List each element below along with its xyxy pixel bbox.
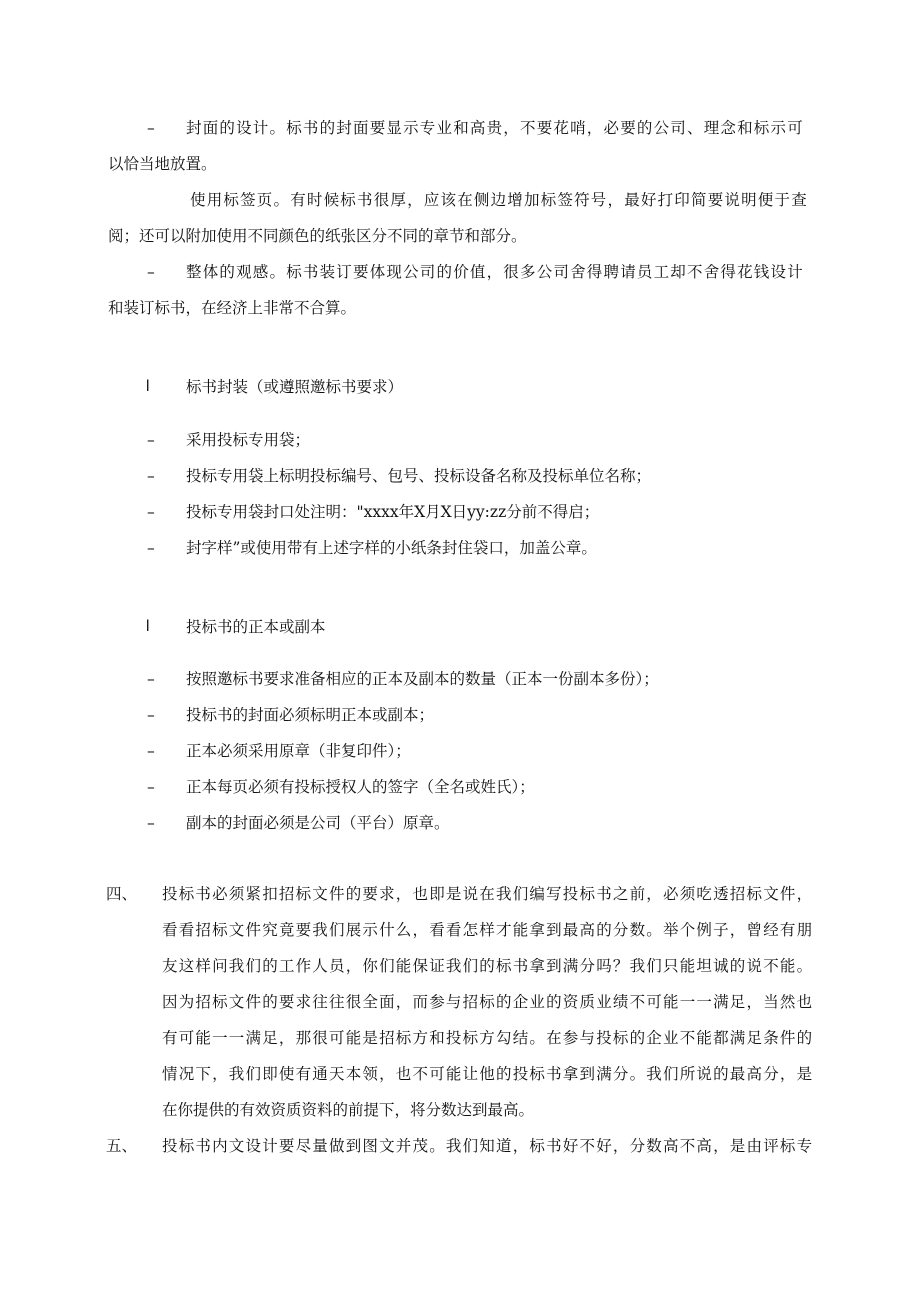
section-heading: 投标书的正本或副本 [186, 618, 326, 636]
list-dash: – [147, 431, 155, 449]
paragraph-line: 和装订标书，在经济上非常不合算。 [108, 299, 357, 317]
list-item: 投标专用袋封口处注明："xxxx年X月X日yy:zz分前不得启； [186, 503, 600, 521]
list-item: 正本必须采用原章（非复印件）； [186, 742, 411, 760]
list-item: 投标专用袋上标明投标编号、包号、投标设备名称及投标单位名称； [186, 467, 652, 485]
list-dash: – [147, 706, 155, 724]
list-dash: – [147, 539, 155, 557]
list-dash: – [147, 119, 155, 137]
bullet-marker: l [146, 378, 150, 395]
paragraph-line: 使用标签页。有时候标书很厚，应该在侧边增加标签符号，最好打印简要说明便于查 [190, 191, 808, 209]
paragraph-line: 阅；还可以附加使用不同颜色的纸张区分不同的章节和部分。 [108, 227, 527, 245]
paragraph-line: 封面的设计。标书的封面要显示专业和高贵，不要花哨，必要的公司、理念和标示可 [186, 119, 804, 137]
list-item: 封字样”或使用带有上述字样的小纸条封住袋口，加盖公章。 [186, 539, 597, 557]
list-item: 投标书的封面必须标明正本或副本； [186, 706, 435, 724]
paragraph-line: 情况下，我们即使有通天本领，也不可能让他的投标书拿到满分。我们所说的最高分，是 [162, 1065, 814, 1083]
list-dash: – [147, 742, 155, 760]
list-dash: – [147, 263, 155, 281]
list-item: 正本每页必须有投标授权人的签字（全名或姓氏）； [186, 778, 535, 796]
paragraph-line: 以恰当地放置。 [108, 155, 217, 173]
section-number: 四、 [106, 885, 138, 903]
section-number: 五、 [106, 1137, 138, 1155]
list-dash: – [147, 467, 155, 485]
paragraph-line: 投标书必须紧扣招标文件的要求，也即是说在我们编写投标书之前，必须吃透招标文件， [162, 885, 814, 903]
list-item: 按照邀标书要求准备相应的正本及副本的数量（正本一份副本多份）； [186, 670, 659, 688]
paragraph-line: 投标书内文设计要尽量做到图文并茂。我们知道，标书好不好，分数高不高，是由评标专 [162, 1137, 814, 1155]
list-dash: – [147, 814, 155, 832]
paragraph-line: 有可能一一满足，那很可能是招标方和投标方勾结。在参与投标的企业不能都满足条件的 [162, 1029, 814, 1047]
section-heading: 标书封装（或遵照邀标书要求） [186, 378, 404, 396]
paragraph-line: 因为招标文件的要求往往很全面，而参与招标的企业的资质业绩不可能一一满足，当然也 [162, 993, 814, 1011]
list-dash: – [147, 503, 155, 521]
paragraph-line: 整体的观感。标书装订要体现公司的价值，很多公司舍得聘请员工却不舍得花钱设计 [186, 263, 804, 281]
bullet-marker: l [146, 618, 150, 635]
paragraph-line: 在你提供的有效资质资料的前提下，将分数达到最高。 [162, 1101, 535, 1119]
paragraph-line: 看看招标文件究竟要我们展示什么，看看怎样才能拿到最高的分数。举个例子，曾经有朋 [162, 921, 814, 939]
paragraph-line: 友这样问我们的工作人员，你们能保证我们的标书拿到满分吗？我们只能坦诚的说不能。 [162, 957, 814, 975]
list-item: 副本的封面必须是公司（平台）原章。 [186, 814, 450, 832]
list-dash: – [147, 778, 155, 796]
list-item: 采用投标专用袋； [186, 431, 311, 449]
list-dash: – [147, 670, 155, 688]
